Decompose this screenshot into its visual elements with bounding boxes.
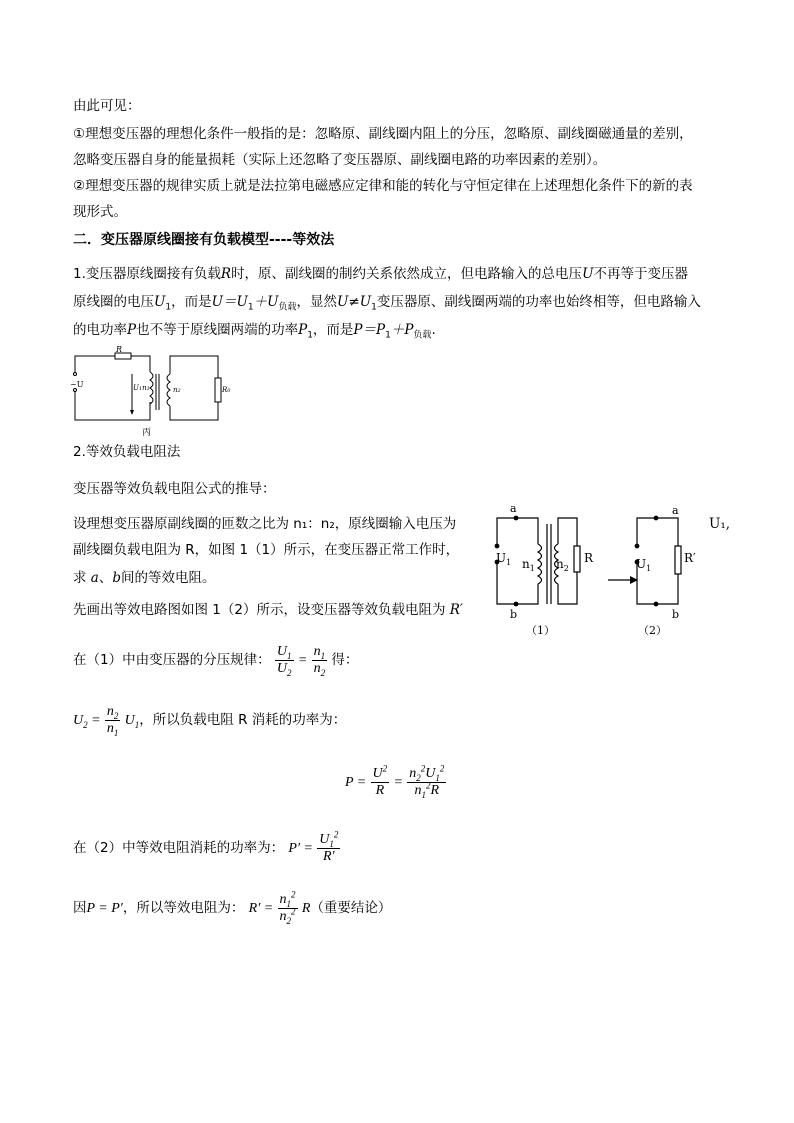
svg-text:U1: $U_1$ xyxy=(496,551,512,567)
svg-text:U1n1: U1n1 xyxy=(133,384,150,392)
setup-line3: 求 a、b间的等效电阻。 xyxy=(73,570,216,586)
fig2-caption-2: （2） xyxy=(638,624,667,637)
step4-line: 因P = P′，所以等效电阻为： R′ = $\frac{n_1^2}{n_2^2}$ R（重要结论） xyxy=(73,888,392,926)
svg-text:b: b xyxy=(672,608,680,621)
fig1-u-label: ~U xyxy=(70,380,84,389)
setup-u1: U₁, xyxy=(709,516,731,532)
fig1-r-label: R xyxy=(116,345,123,354)
setup-line2: 副线圈负载电阻为 R，如图 1（1）所示，在变压器正常工作时， xyxy=(73,542,460,558)
svg-text:n2: n2 xyxy=(173,386,181,394)
step2-line: $U_2$ = $\frac{n_2}{n_1}$ $U_1$，所以负载电阻 R 消耗的功率为： xyxy=(73,703,347,738)
step3-line: 在（2）中等效电阻消耗的功率为： P′ = $\frac{U_1^2}{R'}$ xyxy=(73,828,339,864)
svg-text:a: a xyxy=(672,504,679,517)
p1-line3: 的电功率P也不等于原线圈两端的功率$P_1$，而是$P=P_1+P_{负载}$. xyxy=(73,322,436,341)
p1-line2: 原线圈的电压$U_1$，而是$U=U_1+U_{负载}$，显然$U\ne U_1$变压器原、副线圈两端的功率也始终相等，但电路输入 xyxy=(73,294,701,313)
sub2-heading: 2.等效负载电阻法 xyxy=(73,444,181,460)
step1-line: 在（1）中由变压器的分压规律： $\frac{U_1}{U_2}$ = $\frac{n_1}{n_2}$ 得： xyxy=(73,643,359,678)
circuit-diagram-fig1 xyxy=(486,500,706,645)
svg-text:n1: $n_1$ xyxy=(522,557,535,573)
svg-text:R: R xyxy=(584,551,594,565)
p1-line1: 1.变压器原线圈接有负载R时，原、副线圈的制约关系依然成立，但电路输入的总电压U不再等于变压器 xyxy=(73,266,688,282)
intro-text: 由此可见： xyxy=(73,98,141,114)
point1-line1: ①理想变压器的理想化条件一般指的是：忽略原、副线圈内阻上的分压，忽略原、副线圈磁通量的差别， xyxy=(73,126,693,142)
derivation-heading: 变压器等效负载电阻公式的推导： xyxy=(73,481,276,497)
point1-line2: 忽略变压器自身的能量损耗（实际上还忽略了变压器原、副线圈电路的功率因素的差别）。 xyxy=(73,152,607,168)
fig2-caption-1: （1） xyxy=(526,624,555,637)
fig2-b-label: b xyxy=(510,608,518,621)
circuit-diagram-bing xyxy=(70,344,240,440)
fig2-a-label: a xyxy=(510,502,517,515)
svg-text:R′: R′ xyxy=(684,551,696,565)
equiv-line: 先画出等效电路图如图 1（2）所示，设变压器等效负载电阻为 R′ xyxy=(73,602,463,618)
power-formula: P = $\frac{U^2}{R}$ = $\frac{n_2^2U_1^2}{n_1^2R}$ xyxy=(345,762,445,800)
setup-line1: 设理想变压器原副线圈的匝数之比为 n₁：n₂，原线圈输入电压为 xyxy=(73,516,457,532)
fig1-caption: 丙 xyxy=(142,428,152,438)
section-heading: 二．变压器原线圈接有负载模型----等效法 xyxy=(73,232,335,248)
svg-text:R0: R0 xyxy=(222,386,231,394)
point2-line2: 现形式。 xyxy=(73,204,127,220)
point2-line1: ②理想变压器的规律实质上就是法拉第电磁感应定律和能的转化与守恒定律在上述理想化条件下的新的表 xyxy=(73,178,693,194)
svg-text:n2: $n_2$ xyxy=(556,557,569,573)
svg-text:U1: $U_1$ xyxy=(636,557,652,573)
